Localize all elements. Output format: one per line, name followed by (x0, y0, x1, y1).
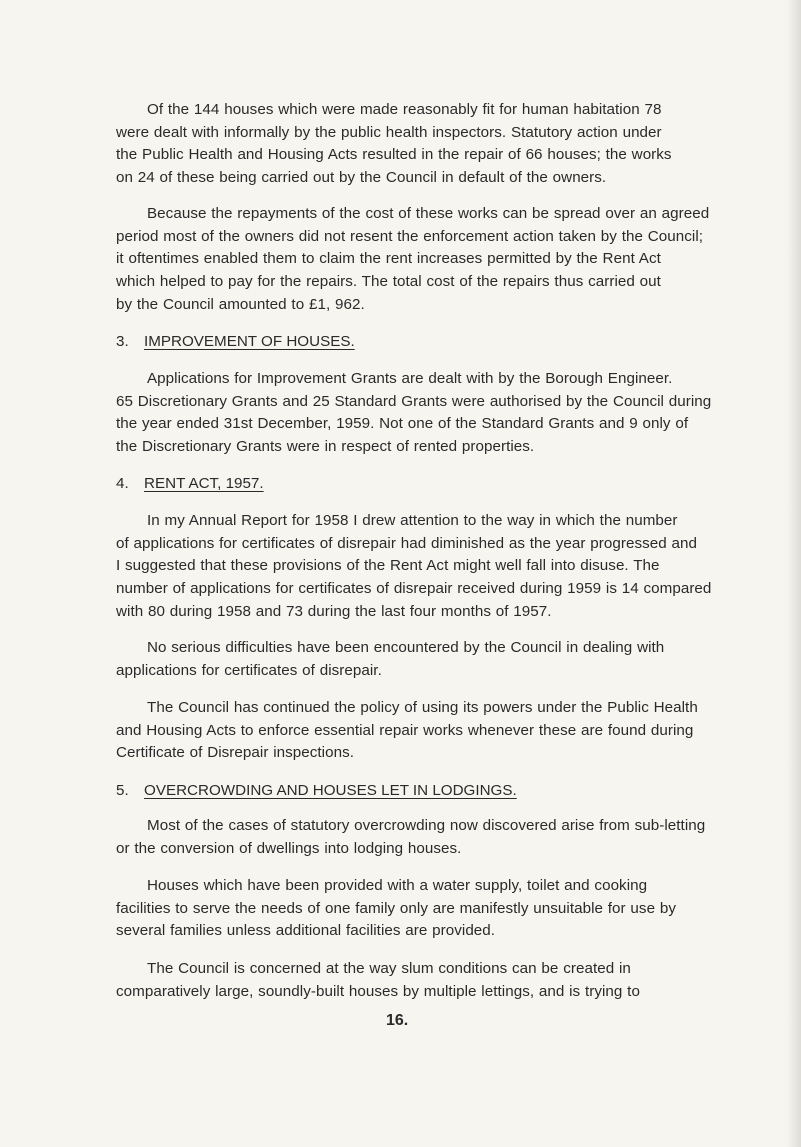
paragraph-line: facilities to serve the needs of one family only are manifestly unsuitable for use by (116, 899, 676, 917)
section-number: 5. (116, 782, 129, 799)
paragraph-8 (116, 875, 756, 943)
paragraph-2 (116, 203, 756, 317)
section-heading-rent-act (116, 473, 264, 495)
paragraph-line: on 24 of these being carried out by the Council in default of the owners. (116, 169, 607, 187)
paragraph-line: by the Council amounted to £1, 962. (116, 295, 365, 313)
paragraph-4 (116, 510, 756, 624)
paragraph-line: the Discretionary Grants were in respect of rented properties. (116, 438, 535, 456)
paragraph-3 (116, 368, 756, 459)
paragraph-line: and Housing Acts to enforce essential repair works whenever these are found during (116, 721, 694, 739)
paragraph-9 (116, 958, 756, 1003)
paragraph-line: the Public Health and Housing Acts resulted in the repair of 66 houses; the works (116, 146, 672, 164)
paragraph-line: No serious difficulties have been encountered by the Council in dealing with (147, 639, 665, 656)
section-title: IMPROVEMENT OF HOUSES. (144, 333, 355, 350)
section-number: 4. (116, 475, 129, 492)
paragraph-7 (116, 815, 756, 860)
paragraph-line: with 80 during 1958 and 73 during the last four months of 1957. (116, 602, 552, 620)
paragraph-line: or the conversion of dwellings into lodging houses. (116, 839, 462, 857)
section-title: RENT ACT, 1957. (144, 475, 264, 492)
paragraph-line: The Council is concerned at the way slum conditions can be created in (147, 960, 631, 977)
paragraph-line: Houses which have been provided with a water supply, toilet and cooking (147, 877, 648, 894)
paragraph-line: 65 Discretionary Grants and 25 Standard Grants were authorised by the Council during (116, 392, 712, 410)
paragraph-5 (116, 637, 756, 682)
paragraph-line: applications for certificates of disrepair. (116, 661, 382, 679)
paragraph-line: Because the repayments of the cost of these works can be spread over an agreed (147, 205, 710, 222)
paragraph-line: period most of the owners did not resent the enforcement action taken by the Council; (116, 227, 704, 245)
paragraph-line: I suggested that these provisions of the Rent Act might well fall into disuse. The (116, 557, 660, 575)
paragraph-line: comparatively large, soundly-built houses by multiple lettings, and is trying to (116, 982, 640, 1000)
paragraph-line: Certificate of Disrepair inspections. (116, 744, 355, 762)
section-title: OVERCROWDING AND HOUSES LET IN LODGINGS. (144, 782, 517, 799)
paragraph-line: which helped to pay for the repairs. The total cost of the repairs thus carried out (116, 273, 661, 291)
paragraph-6 (116, 697, 756, 765)
paragraph-line: Most of the cases of statutory overcrowding now discovered arise from sub-letting (147, 817, 706, 834)
paragraph-line: In my Annual Report for 1958 I drew attention to the way in which the number (147, 512, 678, 529)
paragraph-line: The Council has continued the policy of using its powers under the Public Health (147, 699, 698, 716)
paragraph-1 (116, 99, 756, 190)
paragraph-line: were dealt with informally by the public health inspectors. Statutory action under (116, 123, 662, 141)
paragraph-line: the year ended 31st December, 1959. Not one of the Standard Grants and 9 only of (116, 415, 689, 433)
paragraph-line: of applications for certificates of disrepair had diminished as the year progressed and (116, 534, 698, 552)
section-heading-overcrowding (116, 780, 517, 802)
page-number: 16. (386, 1012, 409, 1029)
section-number: 3. (116, 333, 129, 350)
paragraph-line: number of applications for certificates of disrepair received during 1959 is 14 compared (116, 580, 712, 598)
paragraph-line: it oftentimes enabled them to claim the rent increases permitted by the Rent Act (116, 250, 661, 268)
section-heading-improvement-of-houses (116, 331, 355, 353)
page-edge-shadow (787, 0, 801, 1147)
paragraph-line: Applications for Improvement Grants are dealt with by the Borough Engineer. (147, 370, 673, 387)
paragraph-line: Of the 144 houses which were made reasonably fit for human habitation 78 (147, 101, 662, 118)
paragraph-line: several families unless additional facilities are provided. (116, 922, 496, 940)
